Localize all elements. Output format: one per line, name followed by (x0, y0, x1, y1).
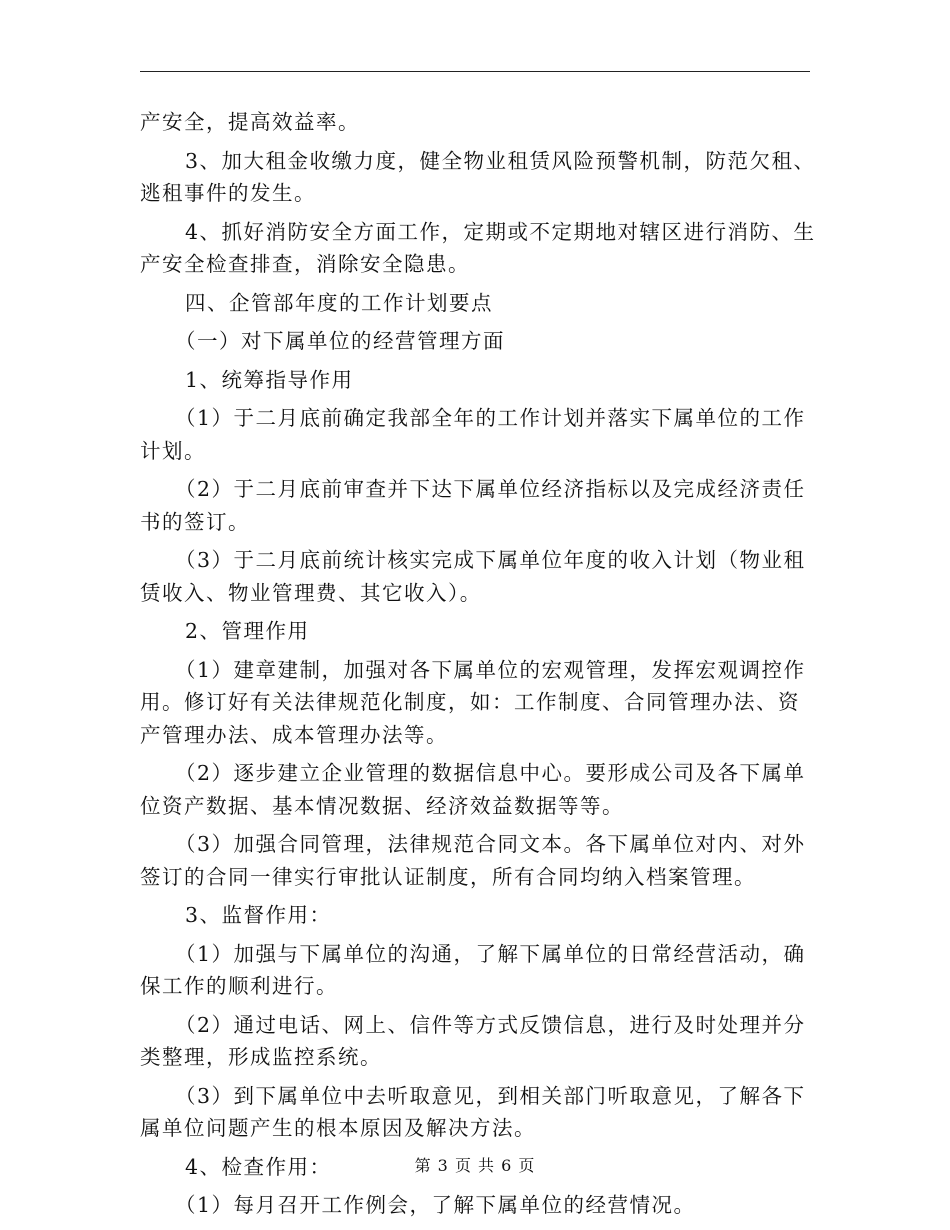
paragraph-line: 2、管理作用 (185, 619, 310, 643)
paragraph-line: 四、企管部年度的工作计划要点 (185, 290, 493, 315)
paragraph-line: （1）建章建制，加强对各下属单位的宏观管理，发挥宏观调控作 (175, 657, 806, 682)
paragraph-line: 3、加大租金收缴力度，健全物业租赁风险预警机制，防范欠租、 (185, 148, 816, 173)
paragraph-line: 1、统筹指导作用 (185, 367, 354, 392)
paragraph-line: （1）于二月底前确定我部全年的工作计划并落实下属单位的工作 (175, 406, 806, 430)
paragraph-line: （3）于二月底前统计核实完成下属单位年度的收入计划（物业租 (175, 548, 806, 572)
paragraph-line: 产管理办法、成本管理办法等。 (140, 722, 448, 747)
paragraph-line: （一）对下属单位的经营管理方面 (175, 329, 505, 353)
paragraph-line: 签订的合同一律实行审批认证制度，所有合同均纳入档案管理。 (140, 864, 756, 889)
paragraph-line: 书的签订。 (140, 509, 250, 534)
paragraph-line: （3）到下属单位中去听取意见，到相关部门听取意见，了解各下 (175, 1083, 806, 1108)
paragraph-line: 属单位问题产生的根本原因及解决方法。 (140, 1116, 536, 1140)
paragraph-line: 计划。 (140, 438, 206, 463)
paragraph-line: 保工作的顺利进行。 (140, 974, 338, 998)
paragraph-line: （2）逐步建立企业管理的数据信息中心。要形成公司及各下属单 (175, 761, 806, 785)
paragraph-line: 赁收入、物业管理费、其它收入）。 (140, 580, 482, 605)
paragraph-line: （3）加强合同管理，法律规范合同文本。各下属单位对内、对外 (175, 832, 806, 856)
paragraph-line: 产安全检查排查，消除安全隐患。 (140, 252, 470, 276)
paragraph-line: 4、检查作用： (185, 1154, 332, 1179)
paragraph-line: 逃租事件的发生。 (140, 181, 316, 205)
paragraph-line: 3、监督作用： (185, 903, 332, 927)
paragraph-line: 类整理，形成监控系统。 (140, 1045, 382, 1069)
paragraph-line: 用。修订好有关法律规范化制度，如：工作制度、合同管理办法、资 (140, 690, 800, 714)
paragraph-line: （2）通过电话、网上、信件等方式反馈信息，进行及时处理并分 (175, 1012, 806, 1037)
paragraph-line: （1）加强与下属单位的沟通，了解下属单位的日常经营活动，确 (175, 941, 806, 966)
paragraph-line: （2）于二月底前审查并下达下属单位经济指标以及完成经济责任 (175, 477, 806, 501)
paragraph-line: 位资产数据、基本情况数据、经济效益数据等等。 (140, 793, 624, 818)
paragraph-line: 4、抓好消防安全方面工作，定期或不定期地对辖区进行消防、生 (185, 219, 816, 244)
document-body (140, 100, 816, 1228)
header-rule (140, 71, 810, 72)
paragraph-line: 产安全，提高效益率。 (140, 110, 360, 134)
page-footer: 第 3 页 共 6 页 (414, 1156, 536, 1175)
paragraph-line: （1）每月召开工作例会，了解下属单位的经营情况。 (175, 1193, 696, 1217)
